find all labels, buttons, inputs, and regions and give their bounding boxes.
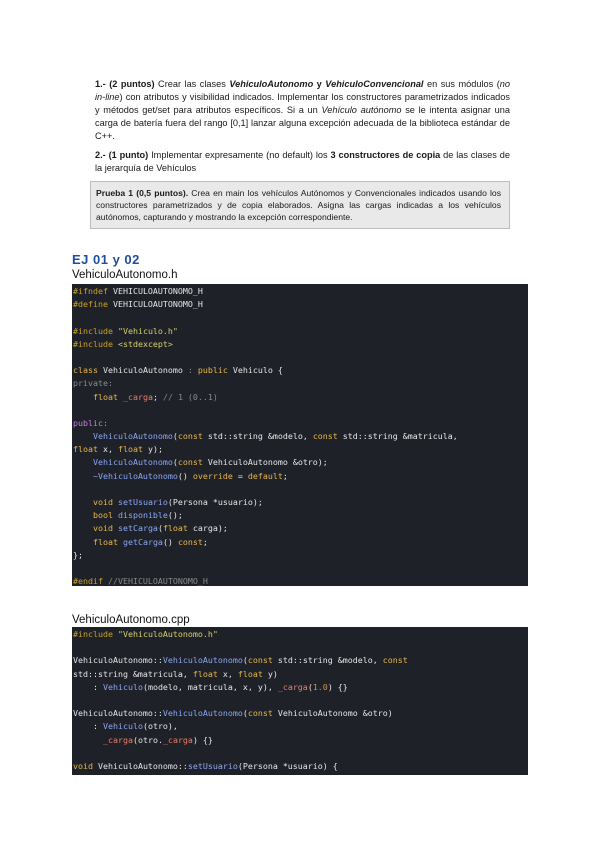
code-line	[73, 747, 528, 760]
code-token: VehiculoAutonomo	[102, 365, 188, 376]
code-token: float	[92, 536, 123, 547]
code-token: #endif	[73, 576, 108, 586]
code-token: std::string &modelo,	[277, 655, 383, 666]
code-token: (	[157, 523, 163, 534]
code-token: float	[237, 668, 268, 679]
exercise-2-text: de las clases de la jerarquía de Vehículos	[95, 150, 510, 173]
code-token: };	[73, 549, 83, 560]
code-line	[73, 443, 528, 456]
code-token: float	[192, 668, 223, 679]
code-line	[73, 707, 528, 720]
code-token: :	[73, 721, 103, 732]
code-token: #include	[73, 338, 118, 349]
code-block-header	[72, 284, 528, 586]
code-line	[73, 734, 528, 747]
file-label-header: VehiculoAutonomo.h	[72, 269, 178, 281]
code-token: (otro.	[132, 734, 163, 745]
code-line	[73, 720, 528, 733]
code-line	[73, 325, 528, 338]
code-token: public:	[73, 417, 108, 428]
code-token: ()	[177, 470, 193, 481]
code-line	[73, 522, 528, 535]
code-token: (	[242, 655, 248, 666]
code-token: (	[172, 431, 178, 442]
code-token: std::string &modelo,	[207, 431, 313, 442]
code-token: x,	[222, 668, 238, 679]
code-token: override	[192, 470, 238, 481]
code-token: :	[73, 681, 103, 692]
code-line	[73, 364, 528, 377]
code-token: setCarga	[117, 523, 158, 534]
code-token: <stdexcept>	[117, 338, 173, 349]
code-token	[73, 735, 103, 745]
code-token: ;	[202, 536, 208, 547]
code-token: (Persona *usuario) {	[237, 760, 338, 771]
code-token: VehiculoAutonomo::	[73, 708, 163, 719]
code-token: std::string &matricula,	[73, 668, 193, 679]
code-token: VEHICULOAUTONOMO_H	[112, 286, 203, 296]
code-line	[73, 338, 528, 351]
code-token: const	[247, 655, 278, 666]
code-token: (otro),	[142, 721, 178, 732]
code-token: setUsuario	[187, 760, 238, 771]
code-token: VEHICULOAUTONOMO_H	[112, 299, 203, 310]
class-name-convencional: VehiculoConvencional	[325, 79, 424, 89]
code-token: ;	[282, 470, 288, 481]
vehicle-term: Vehículo autónomo	[321, 105, 402, 115]
code-token: VehiculoAutonomo	[162, 708, 243, 719]
copy-constructors-term: 3 constructores de copia	[330, 150, 441, 160]
code-token: ) {}	[327, 681, 348, 692]
code-token: VehiculoAutonomo	[92, 457, 173, 468]
code-token: setUsuario	[117, 497, 168, 507]
code-line	[73, 430, 528, 443]
code-token: void	[92, 523, 118, 534]
code-token: const	[177, 536, 203, 547]
code-line	[73, 694, 528, 707]
code-token	[73, 457, 93, 467]
code-token: getCarga	[122, 536, 163, 547]
code-token: VehiculoAutonomo	[162, 655, 243, 666]
code-line	[73, 285, 528, 298]
code-token: y)	[267, 668, 278, 679]
code-token: ()	[162, 536, 178, 547]
code-line	[73, 483, 528, 496]
code-token: #ifndef	[73, 286, 113, 296]
exercise-1-text: ) con atributos y visibilidad indicados. Implementar los constructores parametrizados indicados y métodos get/set para atributos específicos. Si a un	[95, 92, 510, 115]
code-line	[73, 549, 528, 562]
inline-note: no in-line	[95, 79, 510, 102]
code-token: Vehiculo	[102, 681, 143, 692]
code-line	[73, 496, 528, 509]
code-token: (Persona *usuario);	[167, 497, 263, 507]
exercise-1-text: Crear las clases	[154, 79, 230, 89]
code-token: void	[73, 760, 98, 771]
code-token: carga);	[192, 523, 228, 534]
exercise-2-text: Implementar expresamente (no default) los	[148, 150, 331, 160]
code-line	[73, 575, 528, 586]
code-token: (	[172, 457, 178, 468]
exercise-1-text: se le intenta asignar una carga de batería fuera del rango [0,1] lanzar alguna excepción adecuada de la biblioteca estándar de C++.	[95, 105, 510, 141]
code-token: ;	[152, 391, 163, 402]
code-token: class	[73, 365, 103, 376]
code-token: _carga	[277, 681, 308, 692]
code-token: x,	[102, 444, 118, 455]
code-line	[73, 562, 528, 575]
code-token: "Vehiculo.h"	[117, 325, 178, 336]
code-token: VehiculoAutonomo::	[97, 760, 188, 771]
code-token: VehiculoAutonomo &otro)	[277, 708, 393, 719]
exercise-1-text: en sus módulos (	[423, 79, 500, 89]
code-token: bool	[92, 510, 118, 521]
code-token: float	[73, 444, 103, 455]
code-line	[73, 641, 528, 654]
code-token: VehiculoAutonomo	[92, 431, 173, 442]
code-token	[73, 392, 93, 402]
code-token: _carga	[162, 734, 193, 745]
code-token: _carga	[122, 391, 153, 402]
exercise-2-number: 2.- (1 punto)	[95, 150, 149, 160]
code-token: (	[307, 681, 313, 692]
code-line	[73, 668, 528, 681]
code-token: //VEHICULOAUTONOMO_H	[107, 576, 208, 586]
code-token: float	[92, 391, 123, 402]
file-label-source: VehiculoAutonomo.cpp	[72, 614, 190, 626]
code-token: #include	[73, 325, 118, 336]
code-line	[73, 470, 528, 483]
code-line	[73, 298, 528, 311]
code-line	[73, 760, 528, 773]
code-token	[73, 471, 93, 481]
code-token: 1.0	[312, 681, 328, 692]
exercise-1-number: 1.- (2 puntos)	[95, 79, 155, 89]
code-token: Vehiculo	[102, 721, 143, 732]
code-token: VehiculoAutonomo &otro);	[207, 457, 328, 468]
proof-title: Prueba 1 (0,5 puntos).	[96, 188, 189, 198]
exercise-2-paragraph	[95, 149, 510, 175]
code-line	[73, 417, 528, 430]
code-token: ~VehiculoAutonomo	[92, 470, 178, 481]
code-line	[73, 628, 528, 641]
section-title: EJ 01 y 02	[72, 252, 140, 267]
code-token	[73, 431, 93, 441]
code-block-source	[72, 627, 528, 775]
code-line	[73, 404, 528, 417]
code-token: (	[242, 708, 248, 719]
code-line	[73, 681, 528, 694]
exercise-1-paragraph	[95, 78, 510, 143]
code-line	[73, 456, 528, 469]
code-token: // 1 (0..1)	[162, 391, 218, 402]
code-line	[73, 536, 528, 549]
code-token: public	[197, 365, 233, 376]
code-token: float	[117, 444, 148, 455]
code-token	[73, 510, 93, 520]
code-token: #include	[73, 629, 118, 639]
code-token: Vehiculo {	[232, 365, 283, 376]
code-line	[73, 391, 528, 404]
code-token: const	[312, 431, 343, 442]
code-token: (modelo, matricula, x, y),	[142, 681, 278, 692]
code-token: const	[177, 457, 208, 468]
proof-box	[90, 181, 510, 229]
code-token: =	[237, 470, 248, 481]
code-token	[73, 537, 93, 547]
code-line	[73, 377, 528, 390]
code-token: ) {}	[192, 734, 213, 745]
class-name-autonomo: VehiculoAutonomo	[229, 79, 314, 89]
code-token: _carga	[102, 734, 133, 745]
code-token: float	[162, 523, 193, 534]
code-token: const	[382, 655, 408, 666]
code-token: VehiculoAutonomo::	[73, 655, 163, 666]
code-token: const	[247, 708, 278, 719]
code-token: std::string &matricula,	[342, 431, 458, 442]
code-line	[73, 351, 528, 364]
code-token: default	[247, 470, 283, 481]
code-token: ();	[167, 510, 183, 521]
code-token	[73, 523, 93, 533]
code-token	[73, 497, 93, 507]
proof-text: Crea en main los vehículos Autónomos y Convencionales indicados usando los constructores parametrizados y de copia elaborados. Asigna las cargas indicadas a los vehículos autónomos, capturando y mostrando la excepción correspondiente.	[96, 188, 501, 222]
code-token: "VehiculoAutonomo.h"	[117, 629, 218, 639]
code-token: :	[187, 365, 198, 376]
code-line	[73, 311, 528, 324]
code-token: #define	[73, 299, 113, 310]
exercise-1-conj: y	[313, 79, 326, 89]
code-token: void	[92, 497, 118, 507]
code-token: private:	[73, 378, 113, 389]
code-token: disponible	[117, 510, 168, 521]
code-token: y);	[147, 444, 163, 455]
code-line	[73, 654, 528, 667]
code-line	[73, 509, 528, 522]
exercise-statement	[95, 78, 510, 181]
code-token: const	[177, 431, 208, 442]
